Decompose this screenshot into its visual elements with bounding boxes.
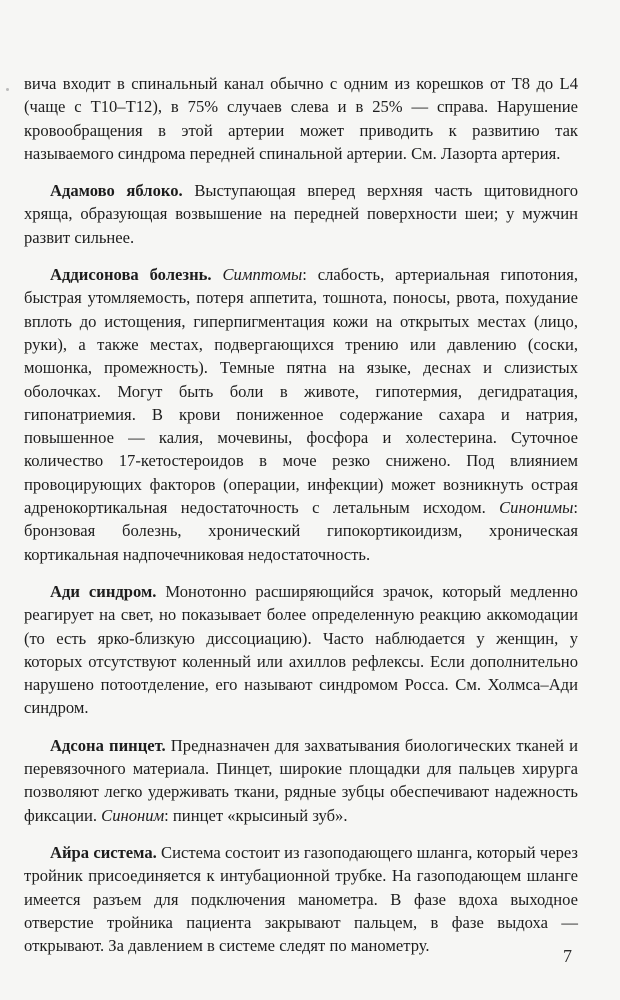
entry-label-synonym: Синоним [101, 805, 165, 825]
entry-adie-syndrome [24, 580, 578, 720]
entry-label-synonyms: Синонимы [499, 498, 574, 518]
entry-text: : пинцет «крысиный зуб». [164, 805, 348, 825]
entry-adson-forceps [24, 734, 578, 827]
entry-text: : слабость, артериальная гипотония, быстрая утомляемость, потеря аппетита, тошнота, поносы, рвота, похудание вплоть до истощения, гиперпигментация кожи на открытых местах (лицо, руки), а также местах, подвергающихся трению или давлению (соски, мошонка, промежность). Темные пятна на языке, деснах и слизистых оболочках. Могут быть боли в животе, гипотермия, дегидратация, гипонатриемия. В крови пониженное содержание сахара и натрия, повышенное — калия, мочевины, фосфора и холестерина. Суточное количество 17-кетостероидов в моче резко снижено. Под влиянием провоцирующих факторов (операции, инфекции) может возникнуть острая адренокортикальная недостаточность с летальным исходом. [24, 265, 578, 518]
entry-headword: Адамово яблоко. [50, 181, 183, 201]
entry-text: Система состоит из газоподающего шланга, который через тройник присоединяется к интубационной трубке. На газоподающем шланге имеется разъем для подключения манометра. В фазе вдоха выходное отверстие тройника пациента закрывают пальцем, в фазе выдоха — открывают. За давлением в системе следят по манометру. [24, 842, 578, 956]
entry-text: вича входит в спинальный канал обычно с одним из корешков от T8 до L4 (чаще с T10–T12), в 75% случаев слева и в 25% — справа. Нарушение кровообращения в этой артерии может приводить к развитию так называемого синдрома передней спинальной артерии. См. Лазорта артерия. [24, 74, 578, 163]
page-body [24, 72, 578, 971]
entry-text: : бронзовая болезнь, хронический гипокортикоидизм, хроническая кортикальная надпочечниковая недостаточность. [24, 498, 578, 564]
entry-headword: Аддисонова болезнь. [50, 265, 212, 285]
entry-adam-apple [24, 179, 578, 249]
entry-headword: Ади синдром. [50, 581, 157, 601]
scan-speck [6, 88, 9, 91]
page-number: 7 [563, 946, 572, 966]
entry-addison-disease [24, 263, 578, 566]
entry-headword: Айра система. [50, 842, 157, 862]
entry-text: Выступающая вперед верхняя часть щитовидного хряща, образующая возвышение на передней поверхности шеи; у мужчин развит сильнее. [24, 181, 578, 247]
entry-text: Предназначен для захватывания биологических тканей и перевязочного материала. Пинцет, широкие площадки для пальцев хирурга позволяют легко удерживать ткани, рядные зубцы обеспечивают надежность фиксации. [24, 735, 578, 825]
entry-text: Монотонно расширяющийся зрачок, который медленно реагирует на свет, но показывает более определенную реакцию аккомодации (то есть ярко-близкую диссоциацию). Часто наблюдается у женщин, у которых отсутствуют коленный или ахиллов рефлексы. Если дополнительно нарушено потоотделение, его называют синдромом Росса. См. Холмса–Ади синдром. [24, 581, 578, 718]
entry-label-symptoms: Симптомы [222, 265, 303, 285]
entry-headword: Адсона пинцет. [50, 735, 166, 755]
entry-ayre-system [24, 841, 578, 957]
entry-continuation [24, 72, 578, 165]
